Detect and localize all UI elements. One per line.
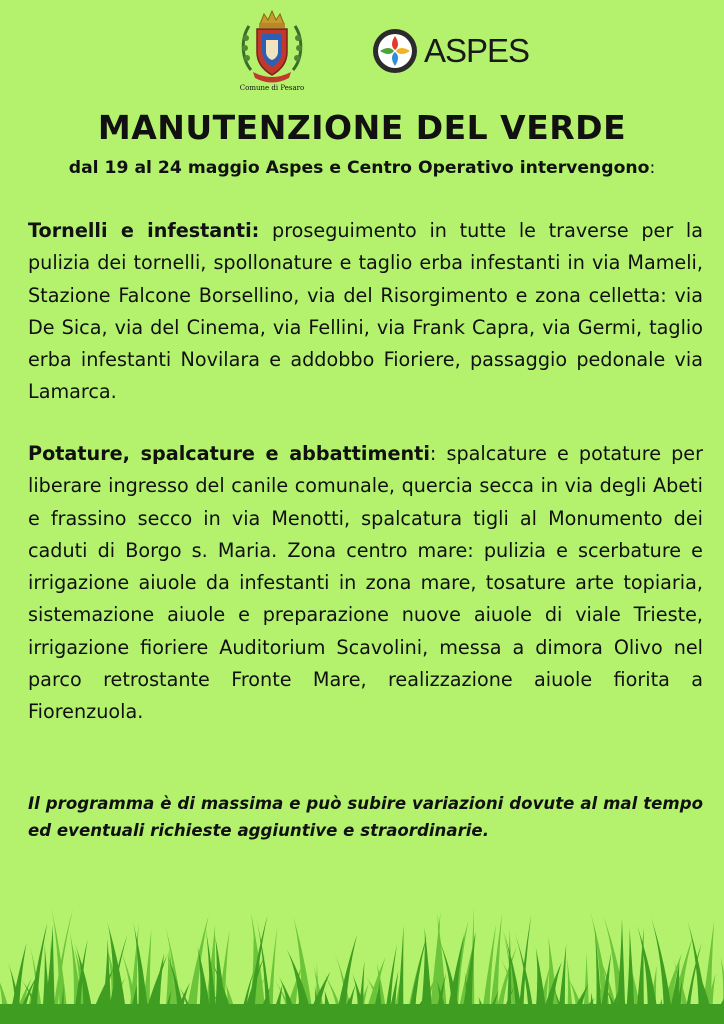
section-potature [28, 438, 703, 729]
section-heading: Potature, spalcature e abbattimenti [28, 442, 430, 465]
section-body: : spalcature e potature per liberare ingresso del canile comunale, quercia secca in via degli Abeti e frassino secco in via Menotti, spalcatura tigli al Monumento dei caduti di Borgo s. Maria. Zona centro mare: pulizia e scerbature e irrigazione aiuole da infestanti in zona mare, tosature arte topiaria, sistemazione aiuole e preparazione nuove aiuole di viale Trieste, irrigazione fioriere Auditorium Scavolini, messa a dimora Olivo nel parco retrostante Fronte Mare, realizzazione aiuole fiorita a Fiorenzuola. [28, 442, 703, 724]
page-title: MANUTENZIONE DEL VERDE [97, 108, 627, 147]
grass-decoration [0, 879, 724, 1024]
logo-bar [0, 8, 724, 100]
subtitle-text: dal 19 al 24 maggio Aspes e Centro Operativo intervengono [68, 158, 650, 178]
section-heading: Tornelli e infestanti: [28, 219, 260, 242]
subtitle-suffix: : [649, 158, 656, 178]
aspes-mark-icon [372, 28, 418, 74]
aspes-wordmark: ASPES [424, 32, 530, 69]
disclaimer-note: Il programma è di massima e può subire variazioni dovute al mal tempo ed eventuali richieste aggiuntive e straordinarie. [28, 794, 703, 840]
subtitle [0, 158, 724, 178]
aspes-logo [372, 28, 529, 74]
comune-pesaro-crest [234, 8, 310, 92]
crest-emblem-icon [237, 8, 307, 84]
section-tornelli [28, 215, 703, 409]
section-body: proseguimento in tutte le traverse per la pulizia dei tornelli, spollonature e taglio erba infestanti in via Mameli, Stazione Falcone Borsellino, via del Risorgimento e zona celletta: via De Sica, via del Cinema, via Fellini, via Frank Capra, via Germi, taglio erba infestanti Novilara e addobbo Fioriere, passaggio pedonale via Lamarca. [28, 219, 703, 404]
crest-caption: Comune di Pesaro [239, 84, 305, 92]
